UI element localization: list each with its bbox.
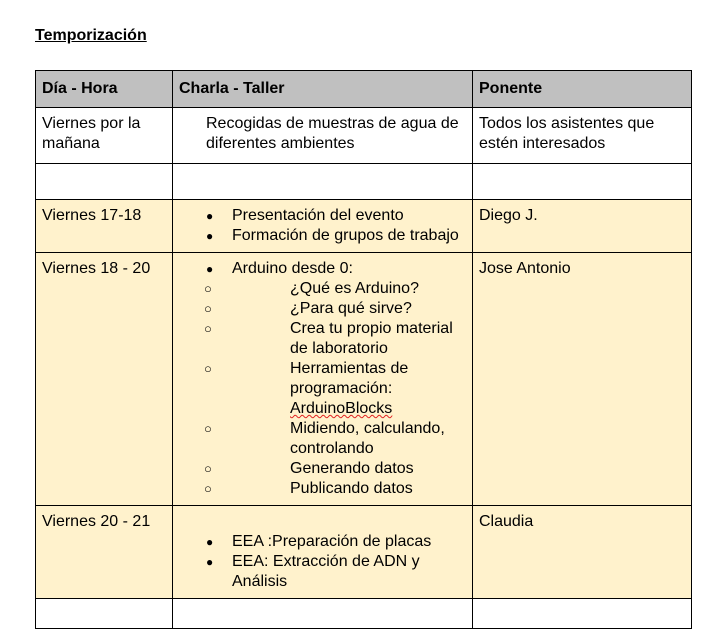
sub-list-item-text: Herramientas de programación: <box>290 360 409 397</box>
cell-empty <box>473 599 692 629</box>
cell-empty <box>473 164 692 200</box>
table-row <box>36 253 692 506</box>
spellcheck-word: ArduinoBlocks <box>290 400 393 417</box>
table-row-empty <box>36 599 692 629</box>
sub-list-item: ○ Crea tu propio material de laboratorio <box>179 319 466 359</box>
sub-bullet-list <box>179 279 466 499</box>
table-row <box>36 108 692 164</box>
header-talk: Charla - Taller <box>173 71 473 108</box>
cell-day: Viernes por la mañana <box>36 108 173 164</box>
cell-talk <box>173 253 473 506</box>
header-day: Día - Hora <box>36 71 173 108</box>
talk-text: Recogidas de muestras de agua de diferentes ambientes <box>206 115 459 152</box>
list-item: ● EEA: Extracción de ADN y Análisis <box>179 552 466 592</box>
list-item <box>179 259 466 499</box>
bullet-list <box>179 206 466 246</box>
schedule-table <box>35 70 692 629</box>
list-item-label: Arduino desde 0: <box>232 260 353 277</box>
cell-empty <box>36 164 173 200</box>
cell-empty <box>173 164 473 200</box>
cell-day: Viernes 20 - 21 <box>36 506 173 599</box>
list-item: ● EEA :Preparación de placas <box>179 532 466 552</box>
table-row <box>36 200 692 253</box>
sub-list-item: ○ Generando datos <box>179 459 466 479</box>
table-row <box>36 506 692 599</box>
page-title: Temporización <box>35 27 147 44</box>
list-item: ● Presentación del evento <box>179 206 466 226</box>
sub-list-item: ○ Midiendo, calculando, controlando <box>179 419 466 459</box>
cell-speaker: Diego J. <box>473 200 692 253</box>
cell-day: Viernes 17-18 <box>36 200 173 253</box>
sub-list-item: ○ ¿Para qué sirve? <box>179 299 466 319</box>
sub-list-item: ○ ¿Qué es Arduino? <box>179 279 466 299</box>
cell-speaker: Claudia <box>473 506 692 599</box>
sub-list-item <box>179 359 466 419</box>
header-speaker: Ponente <box>473 71 692 108</box>
list-item: ● Formación de grupos de trabajo <box>179 226 466 246</box>
cell-empty <box>36 599 173 629</box>
cell-talk <box>173 200 473 253</box>
table-row-empty <box>36 164 692 200</box>
table-header-row <box>36 71 692 108</box>
cell-day: Viernes 18 - 20 <box>36 253 173 506</box>
bullet-list <box>179 532 466 592</box>
cell-empty <box>173 599 473 629</box>
sub-list-item: ○ Publicando datos <box>179 479 466 499</box>
bullet-list <box>179 259 466 499</box>
cell-speaker: Todos los asistentes que estén interesados <box>473 108 692 164</box>
cell-speaker: Jose Antonio <box>473 253 692 506</box>
cell-talk <box>173 108 473 164</box>
cell-talk <box>173 506 473 599</box>
